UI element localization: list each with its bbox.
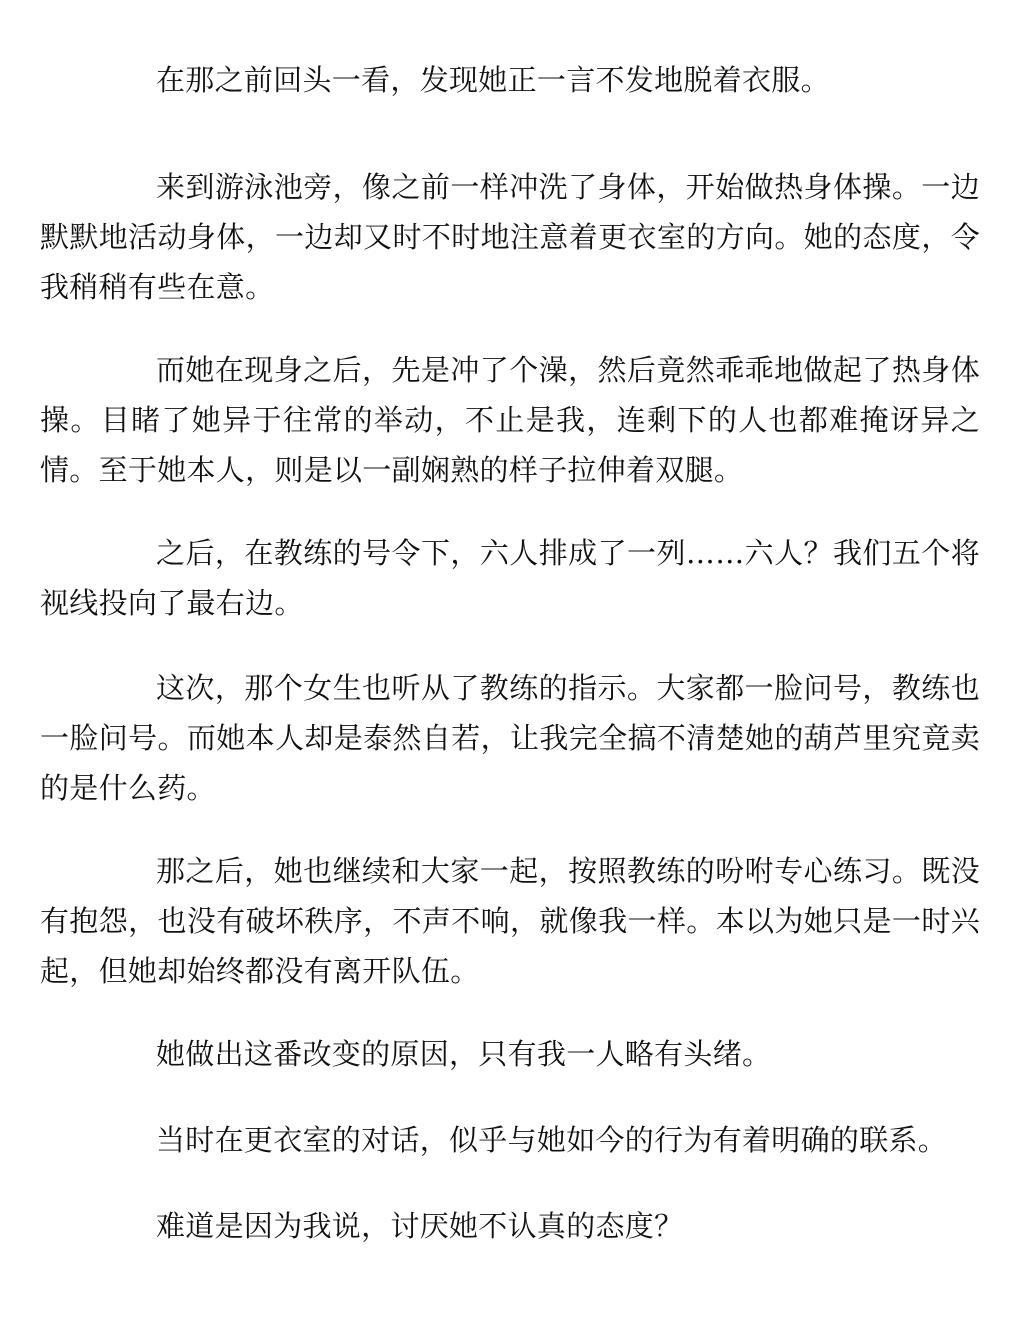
document-page: [40, 0, 980, 1320]
paragraph-3: 而她在现身之后，先是冲了个澡，然后竟然乖乖地做起了热身体操。目睹了她异于往常的举动，不止是我，连剩下的人也都难掩讶异之情。至于她本人，则是以一副娴熟的样子拉伸着双腿。: [40, 353, 980, 487]
paragraph-1: 在那之前回头一看，发现她正一言不发地脱着衣服。: [156, 63, 830, 97]
paragraph-8: 当时在更衣室的对话，似乎与她如今的行为有着明确的联系。: [156, 1123, 948, 1157]
paragraph-6: 那之后，她也继续和大家一起，按照教练的吩咐专心练习。既没有抱怨，也没有破坏秩序，不声不响，就像我一样。本以为她只是一时兴起，但她却始终都没有离开队伍。: [40, 854, 980, 988]
paragraph-4: 之后，在教练的号令下，六人排成了一列……六人？我们五个将视线投向了最右边。: [40, 536, 980, 620]
paragraph-2: 来到游泳池旁，像之前一样冲洗了身体，开始做热身体操。一边默默地活动身体，一边却又时不时地注意着更衣室的方向。她的态度，令我稍稍有些在意。: [40, 170, 980, 304]
paragraph-7: 她做出这番改变的原因，只有我一人略有头绪。: [156, 1037, 772, 1071]
paragraph-5: 这次，那个女生也听从了教练的指示。大家都一脸问号，教练也一脸问号。而她本人却是泰然自若，让我完全搞不清楚她的葫芦里究竟卖的是什么药。: [40, 671, 980, 805]
paragraph-9: 难道是因为我说，讨厌她不认真的态度？: [156, 1209, 684, 1243]
